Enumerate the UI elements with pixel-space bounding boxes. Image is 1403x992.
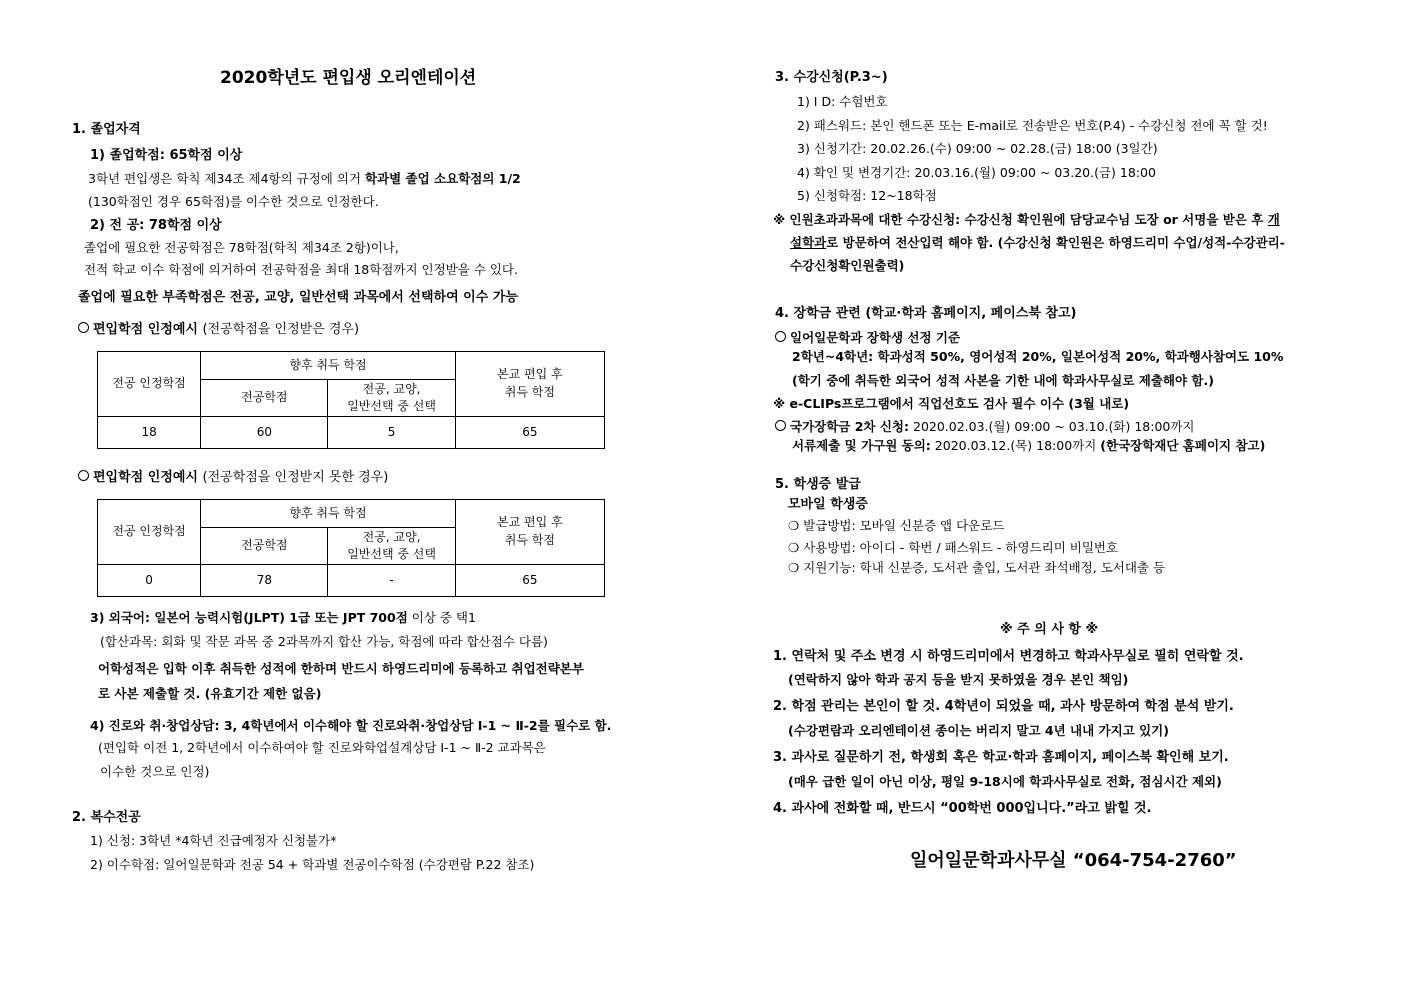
table-cell: 60 <box>201 416 328 448</box>
table-cell: 65 <box>455 416 604 448</box>
text-line: (학기 중에 취득한 외국어 성적 사본을 기한 내에 학과사무실로 제출해야 함.) <box>792 373 1214 388</box>
office-contact: 일어일문학과사무실 “064-754-2760” <box>910 850 1237 871</box>
subheading: 모바일 학생증 <box>788 497 868 512</box>
table-cell: 78 <box>201 564 328 596</box>
table-cell: - <box>328 564 455 596</box>
table-cell: 0 <box>98 564 201 596</box>
section-2-heading: 2. 복수전공 <box>72 810 141 825</box>
text-line: (합산과목: 회화 및 작문 과목 중 2과목까지 합산 가능, 학점에 따라 합산점수 다름) <box>100 634 548 649</box>
header-cell: 전공 인정학점 <box>98 352 201 417</box>
text-line: 1) 신청: 3학년 *4학년 진급예정자 신청불가* <box>90 833 337 848</box>
credit-table-2 <box>97 499 605 597</box>
section-3-heading: 3. 수강신청(P.3~) <box>775 70 888 85</box>
notice-line: 수강신청확인원출력) <box>790 258 905 273</box>
notice-line: ※ 인원초과과목에 대한 수강신청: 수강신청 확인원에 담당교수님 도장 or 서명을 받은 후 개 <box>773 212 1280 227</box>
major-credits: 2) 전 공: 78학점 이상 <box>90 218 222 233</box>
notice-line: 설학과로 방문하여 전산입력 해야 함. (수강신청 확인원은 하영드리미 수업/성적-수강관리- <box>790 235 1285 250</box>
text-line: 1) I D: 수험번호 <box>797 94 888 109</box>
header-cell: 본교 편입 후 취득 학점 <box>455 500 604 565</box>
text-line: (130학점인 경우 65학점)를 이수한 것으로 인정한다. <box>88 194 379 209</box>
circle-bullet-icon <box>775 420 786 431</box>
text-line: 3학년 편입생은 학칙 제34조 제4항의 규정에 의거 학과별 졸업 소요학점의 1/2 <box>88 171 521 186</box>
text-line: 졸업에 필요한 전공학점은 78학점(학칙 제34조 2항)이나, <box>84 240 399 255</box>
circle-bullet-icon <box>78 470 89 481</box>
page-title: 2020학년도 편입생 오리엔테이션 <box>220 68 477 88</box>
notice-heading: ※ 주 의 사 항 ※ <box>1000 622 1099 637</box>
circle-bullet-icon <box>775 331 786 342</box>
language-requirement: 3) 외국어: 일본어 능력시험(JLPT) 1급 또는 JPT 700점 이상 중 택1 <box>90 610 476 625</box>
notice-item: (수강편람과 오리엔테이션 종이는 버리지 말고 4년 내내 가지고 있기) <box>788 723 1169 738</box>
text-line: ※ e-CLIPs프로그램에서 직업선호도 검사 필수 이수 (3월 내로) <box>773 396 1130 411</box>
example-2-title: 편입학점 인정예시 (전공학점을 인정받지 못한 경우) <box>78 470 388 484</box>
notice-item: 4. 과사에 전화할 때, 반드시 “00학번 000입니다.”라고 밝힐 것. <box>773 801 1152 816</box>
header-cell: 본교 편입 후 취득 학점 <box>455 352 604 417</box>
header-cell: 전공 인정학점 <box>98 500 201 565</box>
grad-credits: 1) 졸업학점: 65학점 이상 <box>90 148 243 163</box>
text-line: 서류제출 및 가구원 동의: 2020.03.12.(목) 18:00까지 (한국장학재단 홈페이지 참고) <box>792 438 1266 453</box>
header-cell: 전공, 교양, 일반선택 중 선택 <box>328 380 455 416</box>
text-line: ❍ 사용방법: 아이디 - 학번 / 패스워드 - 하영드리미 비밀번호 <box>788 540 1119 555</box>
text-line: ❍ 지원기능: 학내 신분증, 도서관 출입, 도서관 좌석배정, 도서대출 등 <box>788 560 1166 575</box>
notice-item: 3. 과사로 질문하기 전, 학생회 혹은 학교·학과 홈페이지, 페이스북 확인해 보기. <box>773 750 1229 765</box>
table-cell: 5 <box>328 416 455 448</box>
text-line: 3) 신청기간: 20.02.26.(수) 09:00 ~ 02.28.(금) 18:00 (3일간) <box>797 141 1158 156</box>
header-cell: 향후 취득 학점 <box>201 352 456 380</box>
section-1-heading: 1. 졸업자격 <box>72 122 141 137</box>
text-line: 전적 학교 이수 학점에 의거하여 전공학점을 최대 18학점까지 인정받을 수 있다. <box>84 262 518 277</box>
text-line: (편입학 이전 1, 2학년에서 이수하여야 할 진로와학업설계상담 Ⅰ-1 ~ Ⅱ-2 교과목은 <box>98 740 546 755</box>
header-cell: 전공, 교양, 일반선택 중 선택 <box>328 528 455 564</box>
notice-item: (연락하지 않아 학과 공지 등을 받지 못하였을 경우 본인 책임) <box>788 672 1129 687</box>
header-cell: 향후 취득 학점 <box>201 500 456 528</box>
text-line: 국가장학금 2차 신청: 2020.02.03.(월) 09:00 ~ 03.10.(화) 18:00까지 <box>775 420 1195 434</box>
table-cell: 65 <box>455 564 604 596</box>
text-line: 졸업에 필요한 부족학점은 전공, 교양, 일반선택 과목에서 선택하여 이수 가능 <box>78 290 518 305</box>
text-line: ❍ 발급방법: 모바일 신분증 앱 다운로드 <box>788 518 1005 533</box>
section-4-heading: 4. 장학금 관련 (학교·학과 홈페이지, 페이스북 참고) <box>775 306 1077 321</box>
text-line: 4) 확인 및 변경기간: 20.03.16.(월) 09:00 ~ 03.20.(금) 18:00 <box>797 165 1156 180</box>
table-cell: 18 <box>98 416 201 448</box>
notice-item: 2. 학점 관리는 본인이 할 것. 4학년이 되었을 때, 과사 방문하여 학점 분석 받기. <box>773 699 1234 714</box>
credit-table-1 <box>97 351 605 449</box>
text-line: 이수한 것으로 인정) <box>100 764 210 779</box>
notice-item: 1. 연락처 및 주소 변경 시 하영드리미에서 변경하고 학과사무실로 필히 연락할 것. <box>773 649 1244 664</box>
notice-item: (매우 급한 일이 아닌 이상, 평일 9-18시에 학과사무실로 전화, 점심시간 제외) <box>788 774 1222 789</box>
header-cell: 전공학점 <box>201 528 328 564</box>
text-line: 2학년~4학년: 학과성적 50%, 영어성적 20%, 일본어성적 20%, 학과행사참여도 10% <box>792 349 1284 364</box>
text-line: 로 사본 제출할 것. (유효기간 제한 없음) <box>98 686 322 701</box>
career-counseling: 4) 진로와 취·창업상담: 3, 4학년에서 이수해야 할 진로와취·창업상담 Ⅰ-1 ~ Ⅱ-2를 필수로 함. <box>90 718 612 733</box>
header-cell: 전공학점 <box>201 380 328 416</box>
text-line: 일어일문학과 장학생 선정 기준 <box>775 331 960 345</box>
example-1-title: 편입학점 인정예시 (전공학점을 인정받은 경우) <box>78 322 359 336</box>
text-line: 5) 신청학점: 12~18학점 <box>797 188 937 203</box>
text-line: 어학성적은 입학 이후 취득한 성적에 한하며 반드시 하영드리미에 등록하고 취업전략본부 <box>98 661 584 676</box>
text-line: 2) 이수학점: 일어일문학과 전공 54 + 학과별 전공이수학점 (수강편람 P.22 참조) <box>90 857 535 872</box>
circle-bullet-icon <box>78 322 89 333</box>
text-line: 2) 패스워드: 본인 핸드폰 또는 E-mail로 전송받은 번호(P.4) - 수강신청 전에 꼭 할 것! <box>797 118 1268 133</box>
section-5-heading: 5. 학생증 발급 <box>775 477 861 492</box>
